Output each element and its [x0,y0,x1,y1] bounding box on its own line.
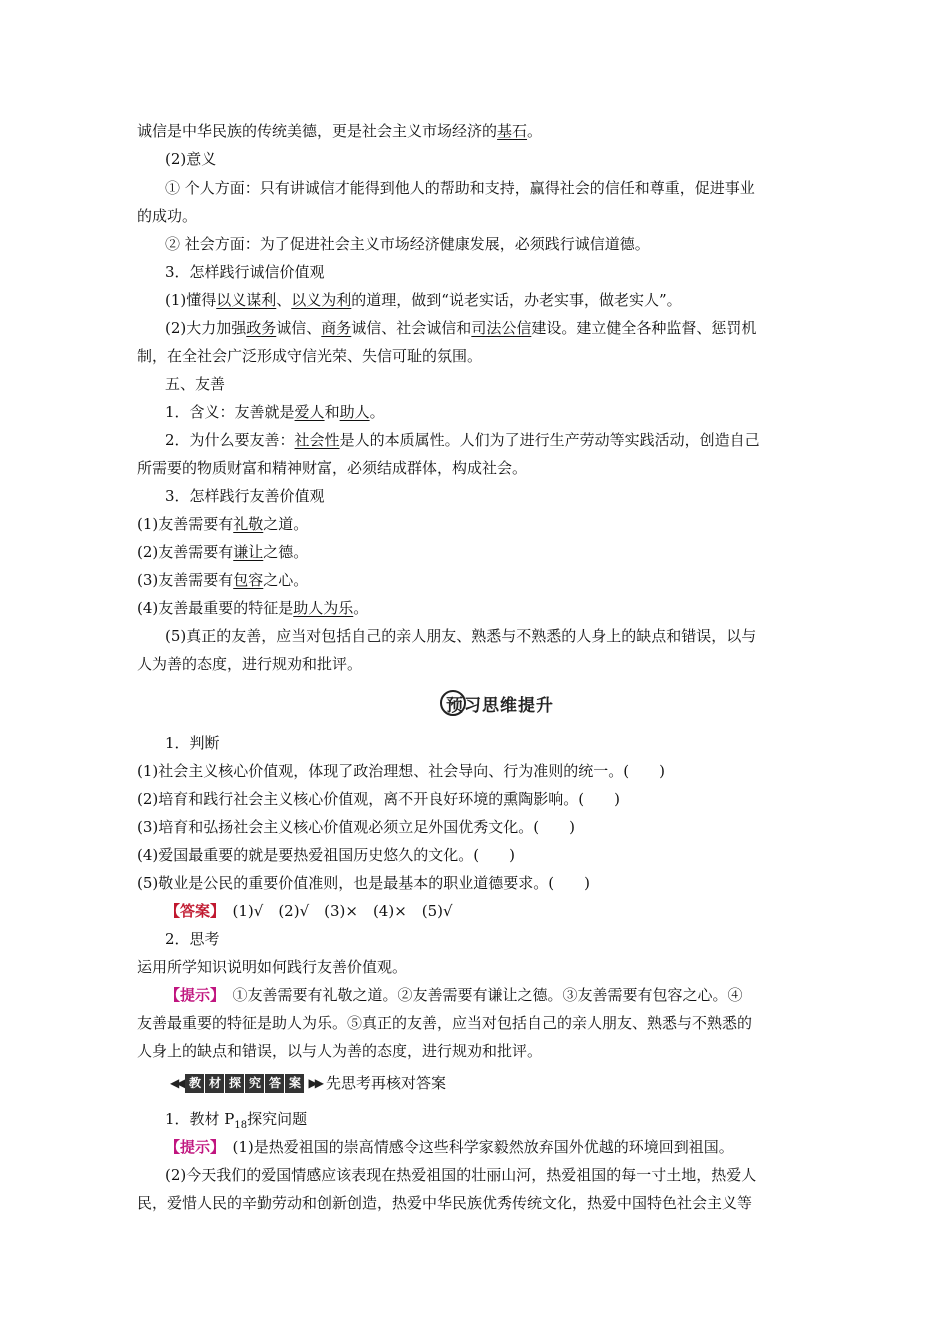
text-line [165,486,837,506]
text-span: 之道。 [263,515,309,533]
text-span: (2)培育和践行社会主义核心价值观，离不开良好环境的熏陶影响。( ) [137,790,620,808]
text-line [137,1041,837,1061]
text-line [137,817,837,837]
banner-char: 材 [205,1074,224,1093]
text-span: 。 [369,403,385,421]
text-span: (4)友善最重要的特征是 [137,599,294,617]
text-span: 之德。 [263,543,309,561]
text-span: 所需要的物质财富和精神财富，必须结成群体，构成社会。 [137,459,528,477]
text-line [165,318,837,338]
text-span: 、 [276,291,292,309]
banner-char: 究 [245,1074,264,1093]
text-span: 的成功。 [137,207,198,225]
text-span: 诚信是中华民族的传统美德，更是社会主义市场经济的 [137,122,498,140]
underlined-term: 礼敬 [233,515,264,533]
text-span: 1．判断 [165,734,220,752]
text-span: (1)懂得 [165,291,217,309]
text-span: (2)大力加强 [165,319,247,337]
text-line [137,957,837,977]
text-line [165,430,837,450]
underlined-term: 司法公信 [471,319,532,337]
text-line [137,542,837,562]
text-line [165,149,837,169]
text-span: (1)√ (2)√ (3)× (4)× (5)√ [217,902,453,920]
banner-char: 探 [225,1074,244,1093]
text-span: (5)真正的友善，应当对包括自己的亲人朋友、熟悉与不熟悉的人身上的缺点和错误，以与 [165,627,757,645]
text-span: 诚信、社会诚信和 [351,319,472,337]
text-line [165,1109,837,1136]
text-line [137,873,837,893]
text-line [165,929,837,949]
text-span: ①友善需要有礼敬之道。②友善需要有谦让之德。③友善需要有包容之心。④ [217,986,743,1004]
text-line [165,901,837,921]
text-span: 和 [324,403,340,421]
text-span: 2．思考 [165,930,220,948]
text-span: (3)培育和弘扬社会主义核心价值观必须立足外国优秀文化。( ) [137,818,575,836]
text-span: 。 [527,122,543,140]
text-span: 人为善的态度，进行规劝和批评。 [137,655,363,673]
answer-tag: 【答案】 [165,902,218,920]
right-arrows-icon: ▶▶ [308,1075,321,1090]
text-line [165,626,837,646]
underlined-term: 以义为利 [291,291,352,309]
text-span: 诚信、 [276,319,322,337]
underlined-term: 基石 [497,122,528,140]
text-span: (1)友善需要有 [137,515,234,533]
left-arrows-icon: ◀◀ [170,1075,183,1090]
text-line [165,1137,837,1157]
underlined-term: 以义谋利 [216,291,277,309]
page-subscript: 18 [234,1120,248,1131]
text-span: 。 [353,599,369,617]
text-line [165,1165,837,1185]
text-span: (1)是热爱祖国的崇高情感令这些科学家毅然放弃国外优越的环境回到祖国。 [217,1138,734,1156]
text-line [137,845,837,865]
text-line [137,654,837,674]
text-span: 的道理，做到“说老实话，办老实事，做老实人”。 [351,291,682,309]
text-span: (1)社会主义核心价值观，体现了政治理想、社会导向、行为准则的统一。( ) [137,762,665,780]
text-span: ② 社会方面：为了促进社会主义市场经济健康发展，必须践行诚信道德。 [165,235,650,253]
text-span: 运用所学知识说明如何践行友善价值观。 [137,958,408,976]
text-span: 2．为什么要友善： [165,431,295,449]
text-span: (2)友善需要有 [137,543,234,561]
text-line [137,1193,837,1213]
underlined-term: 政务 [246,319,277,337]
text-line [137,1013,837,1033]
underlined-term: 谦让 [233,543,264,561]
text-line [137,514,837,534]
text-line [165,290,837,310]
text-span: 之心。 [263,571,309,589]
text-span: 民，爱惜人民的辛勤劳动和创新创造，热爱中华民族优秀传统文化，热爱中国特色社会主义等 [137,1194,753,1212]
text-line [137,346,837,366]
text-line [165,733,837,753]
text-span: 五、友善 [165,375,226,393]
text-span: 3．怎样践行友善价值观 [165,487,325,505]
text-span: (3)友善需要有 [137,571,234,589]
text-line [137,458,837,478]
text-line [165,234,837,254]
text-line [165,374,837,394]
text-line [165,985,837,1005]
text-span: 1．教材 P [165,1110,235,1128]
text-span: 探究问题 [247,1110,308,1128]
text-span: (2)今天我们的爱国情感应该表现在热爱祖国的壮丽山河，热爱祖国的每一寸土地，热爱人 [165,1166,757,1184]
banner-caption: 先思考再核对答案 [325,1074,446,1092]
underlined-term: 助人为乐 [293,599,354,617]
underlined-term: 包容 [233,571,264,589]
section-header-preview [440,689,568,717]
text-line [137,570,837,590]
banner-char: 案 [285,1074,304,1093]
hint-tag: 【提示】 [165,986,218,1004]
underlined-term: 商务 [321,319,352,337]
underlined-term: 助人 [339,403,370,421]
text-line [165,402,837,422]
text-line [137,598,837,618]
underlined-term: 爱人 [294,403,325,421]
hint-tag: 【提示】 [165,1138,218,1156]
underlined-term: 社会性 [294,431,340,449]
text-line [165,178,837,198]
banner-char: 教 [185,1074,204,1093]
text-line [165,262,837,282]
text-line [137,206,837,226]
text-line [137,789,837,809]
text-span: 制，在全社会广泛形成守信光荣、失信可耻的氛围。 [137,347,483,365]
banner-char: 答 [265,1074,284,1093]
text-span: (4)爱国最重要的就是要热爱祖国历史悠久的文化。( ) [137,846,515,864]
textbook-answer-banner [167,1072,446,1093]
banner-label [185,1072,305,1093]
text-span: 人身上的缺点和错误，以与人为善的态度，进行规劝和批评。 [137,1042,543,1060]
text-span: 3．怎样践行诚信价值观 [165,263,325,281]
text-span: 1．含义：友善就是 [165,403,295,421]
text-line [137,121,837,141]
section-title: 预习思维提升 [446,695,554,716]
text-line [137,761,837,781]
text-span: (5)敬业是公民的重要价值准则，也是最基本的职业道德要求。( ) [137,874,590,892]
text-span: 建设。建立健全各种监督、惩罚机 [531,319,757,337]
text-span: 友善最重要的特征是助人为乐。⑤真正的友善，应当对包括自己的亲人朋友、熟悉与不熟悉的 [137,1014,753,1032]
text-span: (2)意义 [165,150,217,168]
text-span: 是人的本质属性。人们为了进行生产劳动等实践活动，创造自己 [339,431,760,449]
text-span: ① 个人方面：只有讲诚信才能得到他人的帮助和支持，赢得社会的信任和尊重，促进事业 [165,179,755,197]
